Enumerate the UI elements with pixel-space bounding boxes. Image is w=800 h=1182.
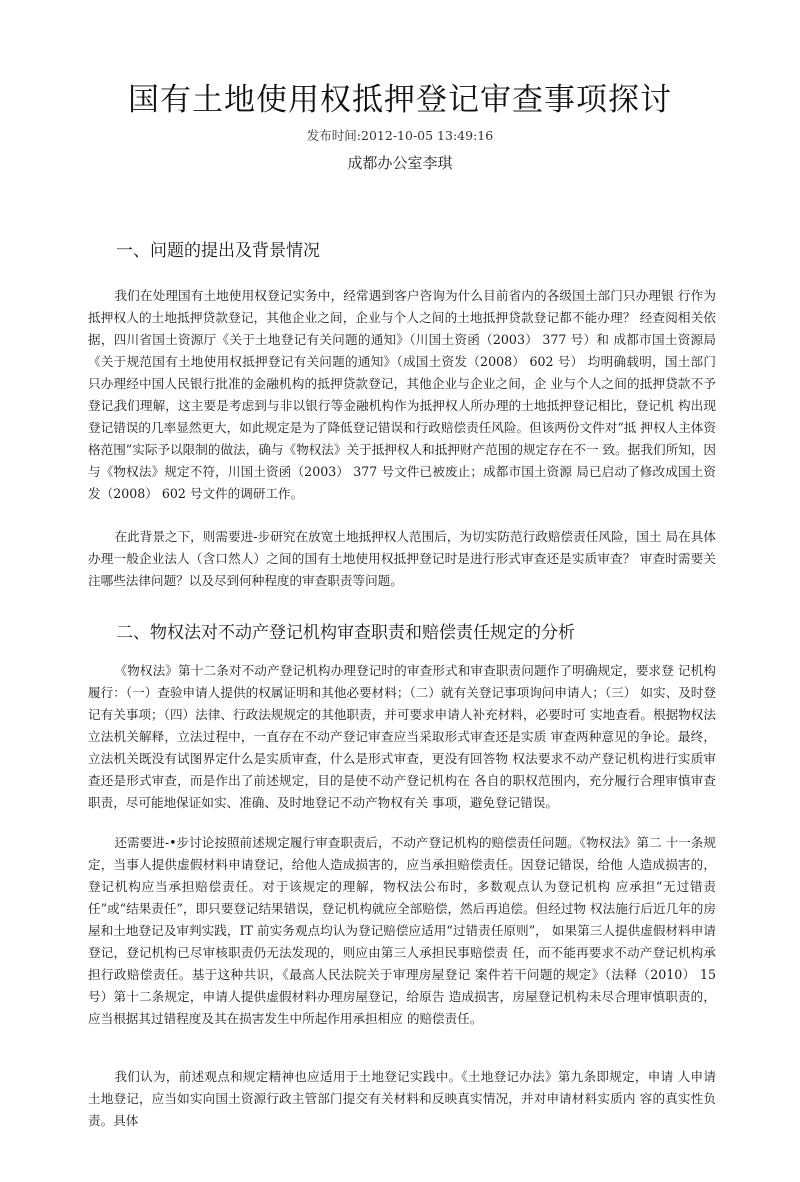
section-heading: 一、问题的提出及背景情况 xyxy=(116,241,320,261)
paragraph: 我们理解，这主要是考虑到与非以银行等金融机构作为抵押权人所办理的土地抵押登记相比，登记机 构出现登记错误的几率显然更大，如此规定是为了降低登记错误和行政赔偿责任风险。但该两份文件对“抵 押权人主体资格范围”实际予以限制的做法，确与《物权法》关于抵押权人和抵押财产范围的规定存在不一 致。据我们所知，因与《物权法》规定不符，川国土资函（2003） 377 号文件已被废止；成都市国土资源 局已启动了修改成国土资发（2008） 602 号文件的调研工作。 xyxy=(88,398,716,501)
author-line: 成都办公室李琪 xyxy=(347,154,453,172)
section-heading: 二、物权法对不动产登记机构审查职责和赔偿责任规定的分析 xyxy=(116,623,575,643)
paragraph: 我们认为，前述观点和规定精神也应适用于土地登记实践中。《土地登记办法》第九条即规定，申请 人申请土地登记，应当如实向国土资源行政主管部门提交有关材料和反映真实情况，并对申请材料实质内 容的真实性负责。具体 xyxy=(88,1069,716,1128)
paragraph: 我们在处理国有土地使用权登记实务中，经常遇到客户咨询为什么目前省内的各级国土部门只办理银 行作为抵押权人的土地抵押贷款登记，其他企业之间，企业与个人之间的土地抵押贷款登记都不能办理？ 经查阅相关依据，四川省国土资源厅《关于土地登记有关问题的通知》（川国土资函（2003） 377 号）和 成都市国土资源局《关于规范国有土地使用权抵押登记有关问题的通知》（成国土资发（2008） 602 号） 均明确载明，国土部门只办理经中国人民银行批准的金融机构的抵押贷款登记，其他企业与企业之间，企 业与个人之间的抵押贷款不予登记。 xyxy=(88,288,716,413)
document-title: 国有土地使用权抵押登记审查事项探讨 xyxy=(128,82,672,118)
publish-time: 发布时间:2012-10-05 13:49:16 xyxy=(306,128,494,143)
paragraph: 在此背景之下，则需要进-步研究在放宽土地抵押权人范围后，为切实防范行政赔偿责任风险，国土 局在具体办理一般企业法人（含口然人）之间的国有土地使用权抵押登记时是进行形式审查还是实质审查？ 审查时需要关注哪些法律问题？以及尽到何种程度的审查职责等问题。 xyxy=(88,529,716,588)
paragraph: 《物权法》第十二条对不动产登记机构办理登记时的审查形式和审查职责问题作了明确规定，要求登 记机构履行：（一）查验申请人提供的权属证明和其他必要材料；（二）就有关登记事项询问申请人；（三） 如实、及时登记有关事项；（四）法律、行政法规规定的其他职责，并可要求申请人补充材料，必要时可 实地查看。根据物权法立法机关解释，立法过程中，一直存在不动产登记审查应当采取形式审查还是实质 审查两种意见的争论。最终，立法机关既没有试图界定什么是实质审查，什么是形式审查，更没有回答物 权法要求不动产登记机构进行实质审查还是形式审查，而是作出了前述规定，目的是使不动产登记机构在 各自的职权范围内，充分履行合理审慎审查职责，尽可能地保证如实、准确、及时地登记不动产物权有关 事项，避免登记错误。 xyxy=(88,663,716,810)
paragraph: 还需要进-•步讨论按照前述规定履行审查职责后，不动产登记机构的赔偿责任问题。《物权法》第二 十一条规定，当事人提供虚假材料申请登记，给他人造成损害的，应当承担赔偿责任。因登记错误，给他 人造成损害的，登记机构应当承担赔偿责任。对于该规定的理解，物权法公布时，多数观点认为登记机构 应承担“无过错责任”或“结果责任”，即只要登记结果错误，登记机构就应全部赔偿，然后再追偿。但经过物 权法施行后近几年的房屋和土地登记及审判实践，IT 前实务观点均认为登记赔偿应适用“过错责任原则”， 如果第三人提供虚假材料申请登记，登记机构已尽审核职责仍无法发现的，则应由第三人承担民事赔偿责 任，而不能再要求不动产登记机构承担行政赔偿责任。基于这种共识，《最高人民法院关于审理房屋登记 案件若干问题的规定》（法释（2010） 15 号）第十二条规定，申请人提供虚假材料办理房屋登记，给原告 造成损害，房屋登记机构未尽合理审慎职责的，应当根据其过错程度及其在损害发生中所起作用承担相应 的赔偿责任。 xyxy=(88,835,716,1026)
